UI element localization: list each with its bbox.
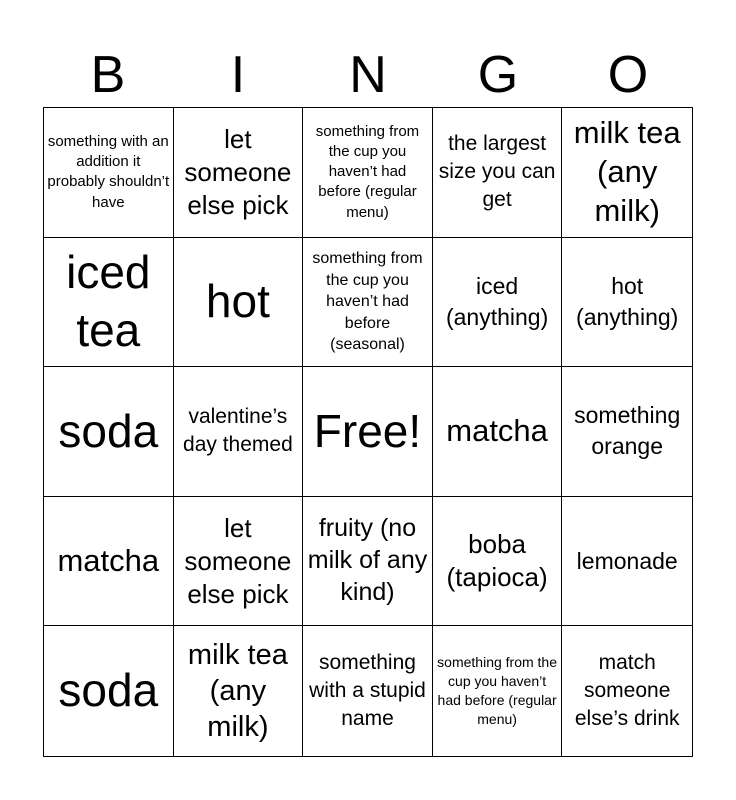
bingo-cell[interactable]: match someone else’s drink — [574, 650, 680, 731]
bingo-cell[interactable]: milk tea (any milk) — [174, 626, 304, 756]
bingo-cell[interactable]: fruity (no milk of any kind) — [303, 497, 433, 627]
bingo-cell[interactable]: matcha — [44, 497, 174, 627]
bingo-cell[interactable]: soda — [44, 626, 174, 756]
bingo-header — [43, 42, 693, 108]
header-letter-o: O — [607, 46, 649, 104]
bingo-cell[interactable]: milk tea (any milk) — [562, 108, 692, 238]
bingo-cell[interactable]: soda — [44, 367, 174, 497]
bingo-cell[interactable]: lemonade — [562, 497, 692, 627]
bingo-cell[interactable]: let someone else pick — [174, 108, 304, 238]
header-letter-i: I — [230, 46, 246, 104]
bingo-cell[interactable]: iced (anything) — [433, 238, 563, 368]
bingo-cell[interactable]: hot (anything) — [562, 238, 692, 368]
header-letter-b: B — [90, 46, 126, 104]
bingo-cell[interactable]: something orange — [562, 367, 692, 497]
header-letter-n: N — [349, 46, 387, 104]
bingo-cell[interactable]: valentine’s day themed — [174, 367, 304, 497]
bingo-cell[interactable]: something from the cup you haven’t had before (regular menu) — [433, 626, 563, 756]
bingo-cell[interactable]: boba (tapioca) — [433, 497, 563, 627]
bingo-cell[interactable]: iced tea — [44, 238, 174, 368]
bingo-cell[interactable]: something with an addition it probably shouldn’t have — [44, 108, 174, 238]
bingo-cell[interactable]: matcha — [433, 367, 563, 497]
bingo-cell[interactable]: the largest size you can get — [433, 108, 563, 238]
bingo-card-grid — [43, 107, 693, 757]
bingo-cell[interactable]: let someone else pick — [174, 497, 304, 627]
bingo-cell[interactable]: something from the cup you haven’t had before (regular menu) — [303, 108, 433, 238]
bingo-cell[interactable]: hot — [174, 238, 304, 368]
free-space-cell[interactable]: Free! — [303, 367, 433, 497]
bingo-cell[interactable]: something with a stupid name — [303, 626, 433, 756]
header-letter-g: G — [477, 46, 519, 104]
bingo-cell[interactable]: something from the cup you haven’t had before (seasonal) — [303, 238, 433, 368]
